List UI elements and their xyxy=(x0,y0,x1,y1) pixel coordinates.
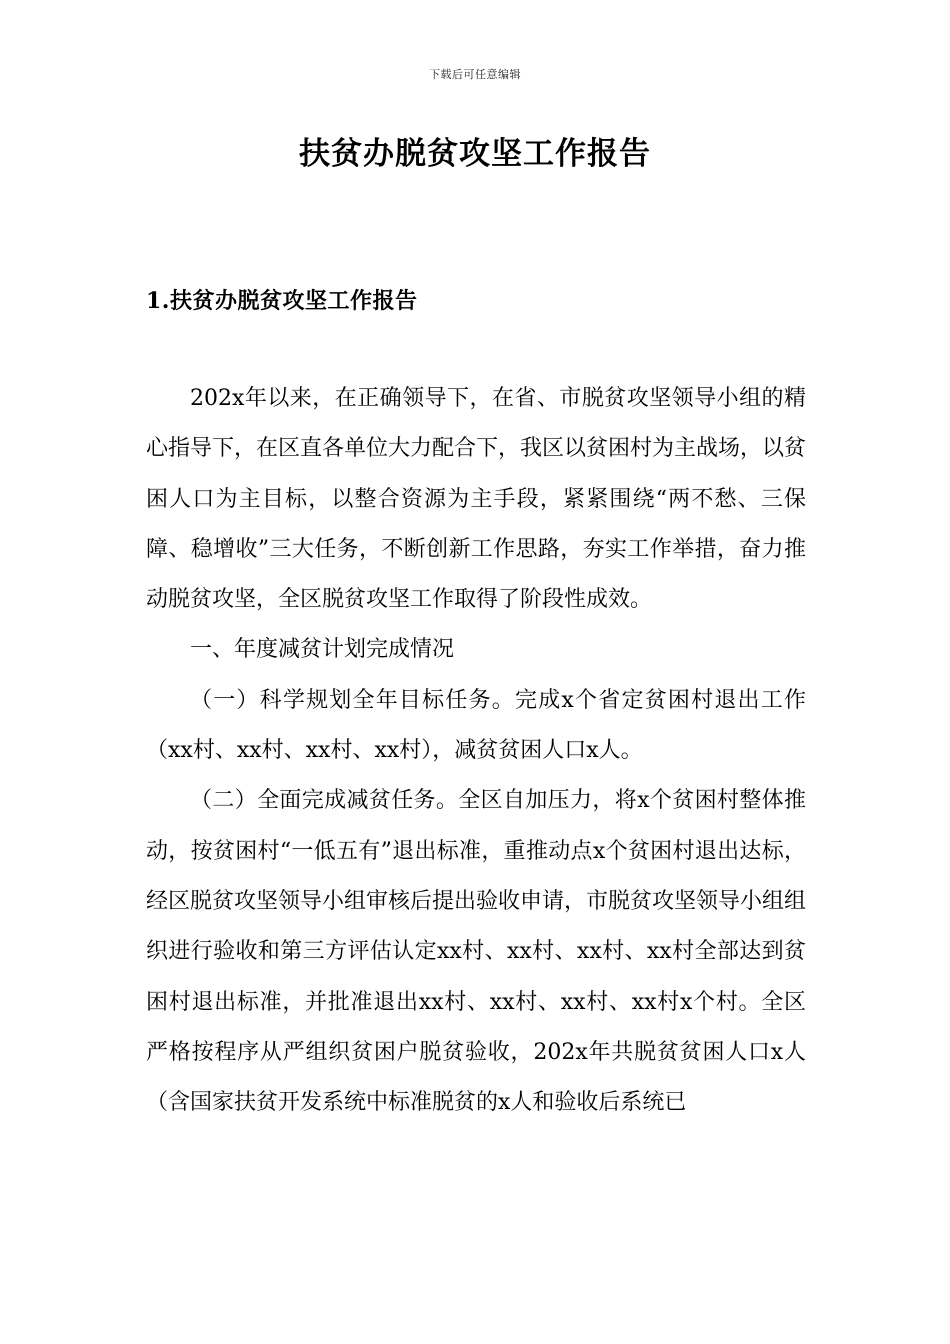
paragraph-item-1: （一）科学规划全年目标任务。完成x个省定贫困村退出工作（xx村、xx村、xx村、xx村），减贫贫困人口x人。 xyxy=(146,687,806,764)
paragraph-item-2: （二）全面完成减贫任务。全区自加压力，将x个贫困村整体推动，按贫困村“一低五有”退出标准，重推动点x个贫困村退出达标，经区脱贫攻坚领导小组审核后提出验收申请，市脱贫攻坚领导小组组织进行验收和第三方评估认定xx村、xx村、xx村、xx村全部达到贫困村退出标准，并批准退出xx村、xx村、xx村、xx村x个村。全区严格按程序从严组织贫困户脱贫验收，202x年共脱贫贫困人口x人（含国家扶贫开发系统中标准脱贫的x人和验收后系统已 xyxy=(146,788,807,1116)
document-body xyxy=(146,374,806,1128)
header-note: 下载后可任意编辑 xyxy=(429,68,521,81)
section-heading: 1.扶贫办脱贫攻坚工作报告 xyxy=(146,288,418,314)
paragraph-intro: 202x年以来，在正确领导下，在省、市脱贫攻坚领导小组的精心指导下，在区直各单位大力配合下，我区以贫困村为主战场，以贫困人口为主目标，以整合资源为主手段，紧紧围绕“两不愁、三保障、稳增收”三大任务，不断创新工作思路，夯实工作举措，奋力推动脱贫攻坚，全区脱贫攻坚工作取得了阶段性成效。 xyxy=(146,386,807,613)
document-title: 扶贫办脱贫攻坚工作报告 xyxy=(299,136,651,172)
paragraph-heading-1: 一、年度减贫计划完成情况 xyxy=(190,637,455,663)
